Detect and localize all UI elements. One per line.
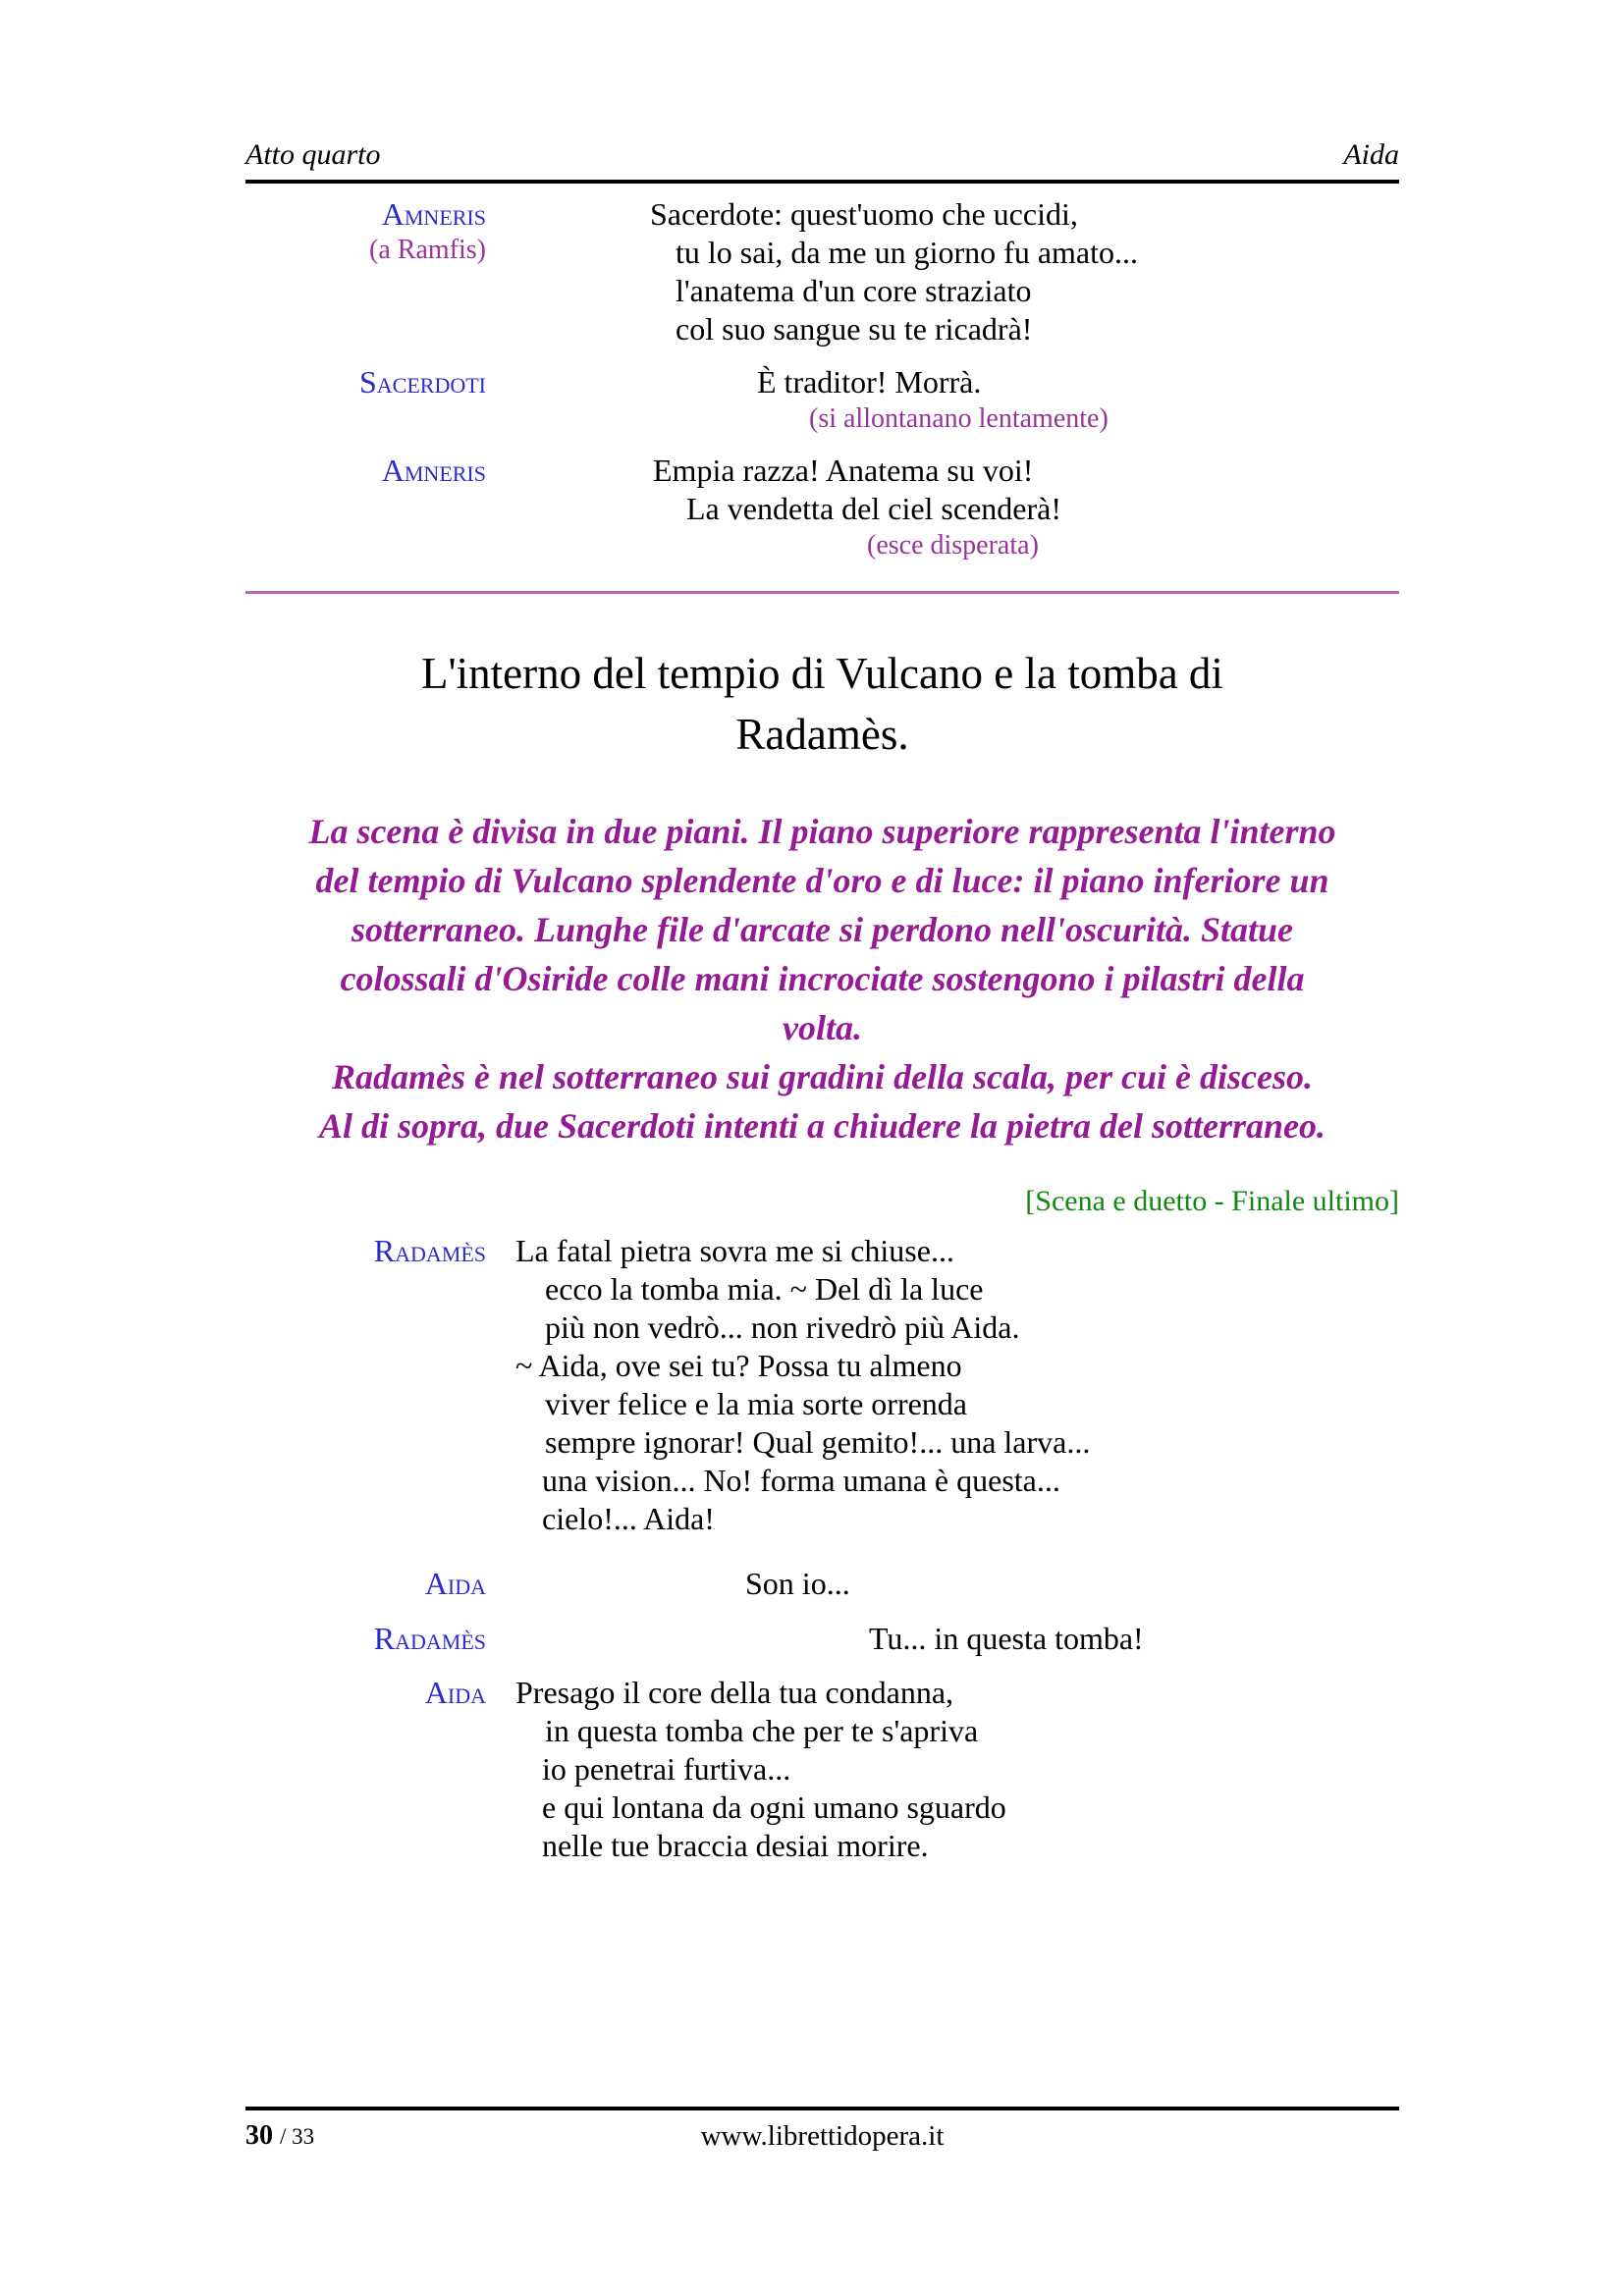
speech-block-radames-1: [245, 1232, 1399, 1538]
running-footer: [245, 2107, 1399, 2158]
verse-line: Presago il core della tua condanna,: [515, 1675, 954, 1710]
scene-description-line: del tempio di Vulcano splendente d'oro e di luce: il piano inferiore un: [315, 861, 1329, 900]
speaker-name: Amneris: [381, 196, 486, 232]
scene-title-line: L'interno del tempio di Vulcano e la tomba di: [421, 649, 1223, 698]
scene-description-line: Al di sopra, due Sacerdoti intenti a chiudere la pietra del sotterraneo.: [318, 1106, 1326, 1146]
scene-description: [245, 807, 1399, 1150]
verse-line: ecco la tomba mia. ~ Del dì la luce: [545, 1271, 984, 1307]
verse-line: io penetrai furtiva...: [542, 1751, 791, 1787]
verse-line: tu lo sai, da me un giorno fu amato...: [676, 235, 1139, 270]
musical-number-cue: [Scena e duetto - Finale ultimo]: [1025, 1185, 1399, 1217]
verse-line: Son io...: [745, 1566, 850, 1601]
footer-rule: [245, 2107, 1399, 2110]
speech-block-aida-2: [245, 1674, 1399, 1865]
verse-line: sempre ignorar! Qual gemito!... una larva...: [545, 1424, 1091, 1460]
speaker-name: Aida: [424, 1675, 486, 1710]
page-content: [245, 135, 1399, 1865]
scene-divider-rule: [245, 591, 1399, 594]
verse-line: Sacerdote: quest'uomo che uccidi,: [650, 196, 1078, 232]
verse-line: Empia razza! Anatema su voi!: [653, 453, 1034, 488]
stage-direction: (esce disperata): [867, 530, 1039, 561]
scene-description-line: Radamès è nel sotterraneo sui gradini della scala, per cui è disceso.: [332, 1057, 1313, 1096]
scene-title-line: Radamès.: [735, 710, 909, 759]
verse-line: viver felice e la mia sorte orrenda: [545, 1386, 967, 1421]
speaker-name: Radamès: [373, 1621, 486, 1656]
scene-description-line: volta.: [783, 1008, 862, 1047]
verse-line: È traditor! Morrà.: [757, 364, 982, 400]
verse-line: nelle tue braccia desiai morire.: [542, 1828, 929, 1863]
verse-line: più non vedrò... non rivedrò più Aida.: [545, 1309, 1020, 1345]
scene-description-line: La scena è divisa in due piani. Il piano superiore rappresenta l'interno: [308, 812, 1336, 851]
verse-line: e qui lontana da ogni umano sguardo: [542, 1789, 1006, 1825]
running-header: [245, 135, 1399, 174]
speaker-name: Radamès: [373, 1233, 486, 1268]
page-number-total: / 33: [280, 2124, 315, 2149]
verse-line: Tu... in questa tomba!: [869, 1621, 1144, 1656]
verse-line: cielo!... Aida!: [542, 1501, 715, 1536]
speech-block-sacerdoti: [245, 363, 1399, 437]
scene-description-line: sotterraneo. Lunghe file d'arcate si perdono nell'oscurità. Statue: [351, 910, 1294, 949]
header-act-title: Atto quarto: [245, 138, 381, 171]
header-opera-title: Aida: [1343, 138, 1399, 171]
speaker-name: Sacerdoti: [358, 364, 486, 400]
stage-direction: (si allontanano lentamente): [809, 403, 1109, 434]
verse-line: col suo sangue su te ricadrà!: [676, 311, 1033, 347]
verse-line: l'anatema d'un core straziato: [676, 273, 1032, 308]
speech-block-amneris-2: [245, 452, 1399, 563]
verse-line: in questa tomba che per te s'apriva: [545, 1713, 979, 1748]
speech-block-radames-2: [245, 1620, 1399, 1658]
verse-line: una vision... No! forma umana è questa...: [542, 1463, 1060, 1498]
verse-line: La fatal pietra sovra me si chiuse...: [515, 1233, 954, 1268]
verse-line: ~ Aida, ove sei tu? Possa tu almeno: [515, 1348, 962, 1383]
speech-block-aida-1: [245, 1565, 1399, 1603]
page-number-current: 30: [245, 2120, 273, 2151]
verse-line: La vendetta del ciel scenderà!: [686, 491, 1061, 526]
stage-direction: (a Ramfis): [369, 235, 486, 265]
scene-description-line: colossali d'Osiride colle mani incrociate sostengono i pilastri della: [340, 959, 1305, 998]
header-rule: [245, 180, 1399, 184]
speech-block-amneris-1: [245, 195, 1399, 348]
website-url: www.librettidopera.it: [700, 2120, 945, 2152]
speaker-name: Amneris: [381, 453, 486, 488]
speaker-name: Aida: [424, 1566, 486, 1601]
scene-title: [245, 643, 1399, 765]
